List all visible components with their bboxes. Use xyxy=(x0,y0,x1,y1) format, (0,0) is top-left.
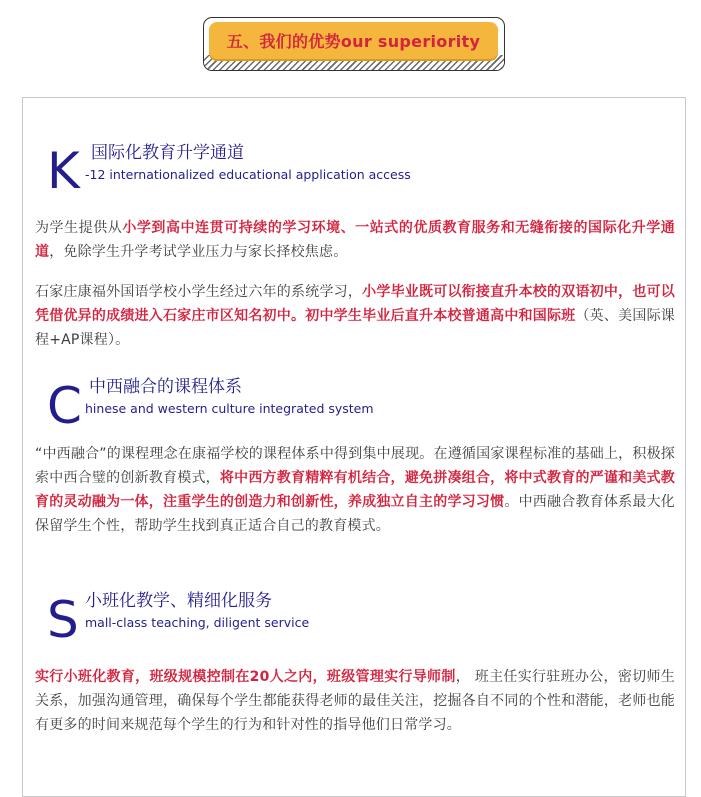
section-title-cn: 国际化教育升学通道 xyxy=(91,143,244,163)
paragraph xyxy=(35,665,675,737)
section-title-cn: 中西融合的课程体系 xyxy=(89,377,242,397)
initial-letter-c: C xyxy=(47,377,82,435)
paragraph xyxy=(35,280,675,352)
paragraph xyxy=(35,442,675,538)
body-text: 石家庄康福外国语学校小学生经过六年的系统学习， xyxy=(35,284,363,300)
body-text: ， 班主任实行驻班办公，密切师生关系，加强沟通管理，确保每个学生都能获得老师的最佳关注，挖掘各自不同的个性和潜能，老师也能有更多的时间来规范每个学生的行为和针对性的指导他们日常学习。 xyxy=(35,669,675,733)
section-title-badge xyxy=(203,17,505,71)
section-head-k12 xyxy=(47,134,667,200)
section-title-en: hinese and western culture integrated system xyxy=(85,401,374,416)
section-head-small-class xyxy=(47,585,667,649)
content-panel xyxy=(22,97,686,797)
highlight-text: 小学毕业既可以衔接直升本校的双语初中，也可以凭借优异的成绩进入石家庄市区知名初中。初中学生毕业后直升本校普通高中和国际班 xyxy=(35,284,675,324)
badge-label-plate xyxy=(209,22,498,59)
highlight-text: 将中西方教育精粹有机结合，避免拼凑组合，将中式教育的严谨和美式教育的灵动融为一体，注重学生的创造力和创新性，养成独立自主的学习习惯 xyxy=(35,470,675,510)
highlight-text: 实行小班化教育，班级规模控制在20人之内，班级管理实行导师制 xyxy=(35,669,456,685)
body-text: “中西融合”的课程理念在康福学校的课程体系中得到集中展现。在遵循国家课程标准的基础上，积极探索中西合璧的创新教育模式， xyxy=(35,446,675,486)
section-title-en: -12 internationalized educational application access xyxy=(85,167,411,182)
body-text: 。中西融合教育体系最大化保留学生个性，帮助学生找到真正适合自己的教育模式。 xyxy=(35,494,675,534)
body-text: ，免除学生升学考试学业压力与家长择校焦虑。 xyxy=(49,244,348,260)
highlight-text: 小学到高中连贯可持续的学习环境、一站式的优质教育服务和无缝衔接的国际化升学通道 xyxy=(35,220,675,260)
body-text: （英、美国际课程+AP课程）。 xyxy=(35,308,675,348)
section-head-chinese-western xyxy=(47,371,667,435)
section-title-en: mall-class teaching, diligent service xyxy=(85,615,310,630)
section-title-cn: 小班化教学、精细化服务 xyxy=(85,591,272,611)
initial-letter-s: S xyxy=(47,591,79,649)
initial-letter-k: K xyxy=(47,142,80,200)
body-text: 为学生提供从 xyxy=(35,220,123,236)
badge-title-text: 五、我们的优势our superiority xyxy=(226,32,481,51)
paragraph xyxy=(35,216,675,264)
